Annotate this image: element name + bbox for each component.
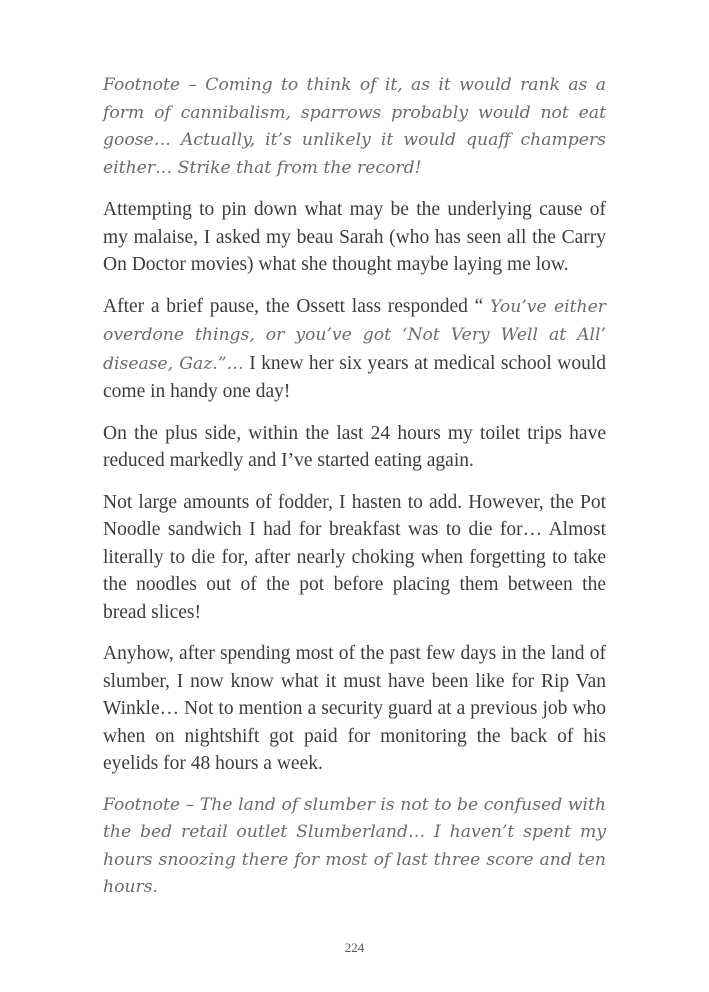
body-paragraph-malaise: Attempting to pin down what may be the underlying cause of my malaise, I asked my beau Sarah (who has seen all the Carry On Doctor movies) what she thought maybe laying me low. xyxy=(103,199,606,275)
footnote-paragraph-top: Footnote – Coming to think of it, as it would rank as a form of cannibalism, sparrows probably would not eat goose… Actually, it’s unlikely it would quaff champers either… Strike that from the record! xyxy=(103,75,606,178)
page-number: 224 xyxy=(344,940,365,955)
quote-intro-text: After a brief pause, the Ossett lass responded “ xyxy=(103,295,491,317)
body-paragraph-slumber: Anyhow, after spending most of the past few days in the land of slumber, I now know what it must have been like for Rip Van Winkle… Not to mention a security guard at a previous job who when on nightshift got paid for monitoring the back of his eyelids for 48 hours a week. xyxy=(103,643,606,774)
body-paragraph-quote xyxy=(103,293,606,406)
body-paragraph-pot-noodle: Not large amounts of fodder, I hasten to add. However, the Pot Noodle sandwich I had for breakfast was to die for… Almost literally to die for, after nearly choking when forgetting to take the noodles out of the pot before placing them between the bread slices! xyxy=(103,491,606,623)
body-paragraph-plus-side: On the plus side, within the last 24 hours my toilet trips have reduced markedly and I’ve started eating again. xyxy=(103,422,606,471)
quoted-speech-text: You’ve either overdone things, or you’ve got ‘Not Very Well at All’ disease, Gaz.”… xyxy=(103,296,606,374)
page-text-block xyxy=(103,72,606,916)
quote-outro-text: I knew her six years at medical school would come in handy one day! xyxy=(103,352,606,402)
footnote-paragraph-bottom: Footnote – The land of slumber is not to be confused with the bed retail outlet Slumberland… I haven’t spent my hours snoozing there for most of last three score and ten hours. xyxy=(103,794,606,897)
